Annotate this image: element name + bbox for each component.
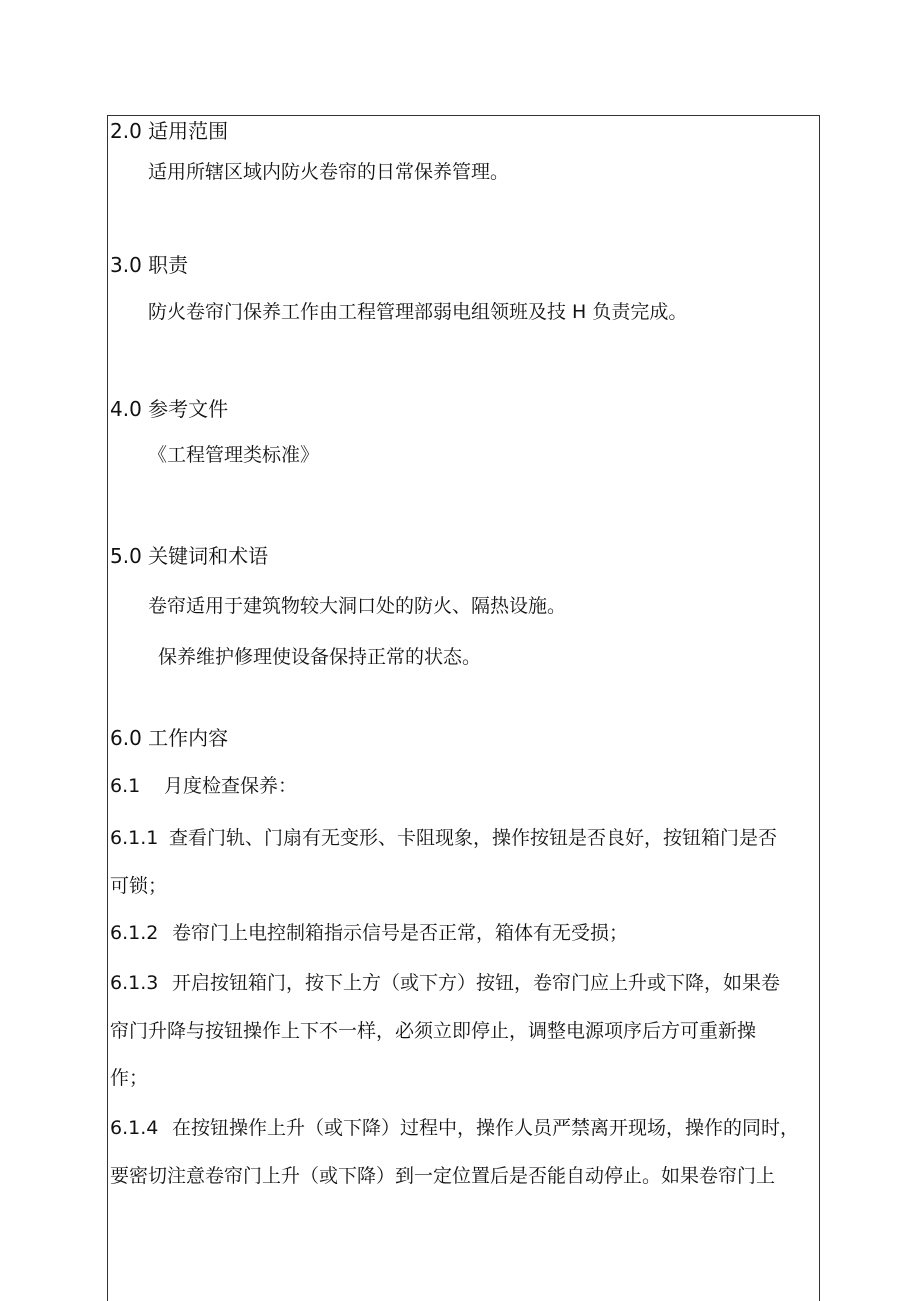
item-6-1-3-line-2: 帘门升降与按钮操作上下不一样，必须立即停止，调整电源项序后方可重新操 xyxy=(110,1020,757,1042)
section-5-term-2: 保养维护修理使设备保持正常的状态。 xyxy=(158,646,482,668)
section-3-heading: 3.0 职责 xyxy=(110,253,189,277)
item-6-1-4-number: 6.1.4 xyxy=(110,1117,159,1139)
item-6-1-3-line-1: 开启按钮箱门，按下上方（或下方）按钮，卷帘门应上升或下降，如果卷 xyxy=(172,972,781,994)
item-6-1-number: 6.1 xyxy=(110,775,141,797)
item-6-1-1-number: 6.1.1 xyxy=(110,827,159,849)
section-3-body: 防火卷帘门保养工作由工程管理部弱电组领班及技 H 负责完成。 xyxy=(148,301,688,323)
item-6-1-4-line-2: 要密切注意卷帘门上升（或下降）到一定位置后是否能自动停止。如果卷帘门上 xyxy=(110,1165,776,1187)
item-6-1-3-number: 6.1.3 xyxy=(110,972,159,994)
item-6-1-3-line-3: 作； xyxy=(110,1067,149,1089)
item-6-1-4-line-1: 在按钮操作上升（或下降）过程中，操作人员严禁离开现场，操作的同时， xyxy=(172,1117,800,1139)
section-6-heading: 6.0 工作内容 xyxy=(110,726,229,750)
item-6-1-2-line-1: 卷帘门上电控制箱指示信号是否正常，箱体有无受损； xyxy=(172,922,629,944)
section-2-heading: 2.0 适用范围 xyxy=(110,119,229,143)
section-5-term-1: 卷帘适用于建筑物较大洞口处的防火、隔热设施。 xyxy=(148,595,567,617)
section-2-body: 适用所辖区域内防火卷帘的日常保养管理。 xyxy=(148,161,510,183)
item-6-1-1-line-2: 可锁； xyxy=(110,875,168,897)
item-6-1-1-line-1: 查看门轨、门扇有无变形、卡阻现象，操作按钮是否良好，按钮箱门是否 xyxy=(169,827,778,849)
section-5-heading: 5.0 关键词和术语 xyxy=(110,544,269,568)
item-6-1-text: 月度检查保养： xyxy=(164,775,298,797)
section-4-heading: 4.0 参考文件 xyxy=(110,397,229,421)
section-4-body: 《工程管理类标准》 xyxy=(148,444,320,466)
item-6-1-2-number: 6.1.2 xyxy=(110,922,159,944)
